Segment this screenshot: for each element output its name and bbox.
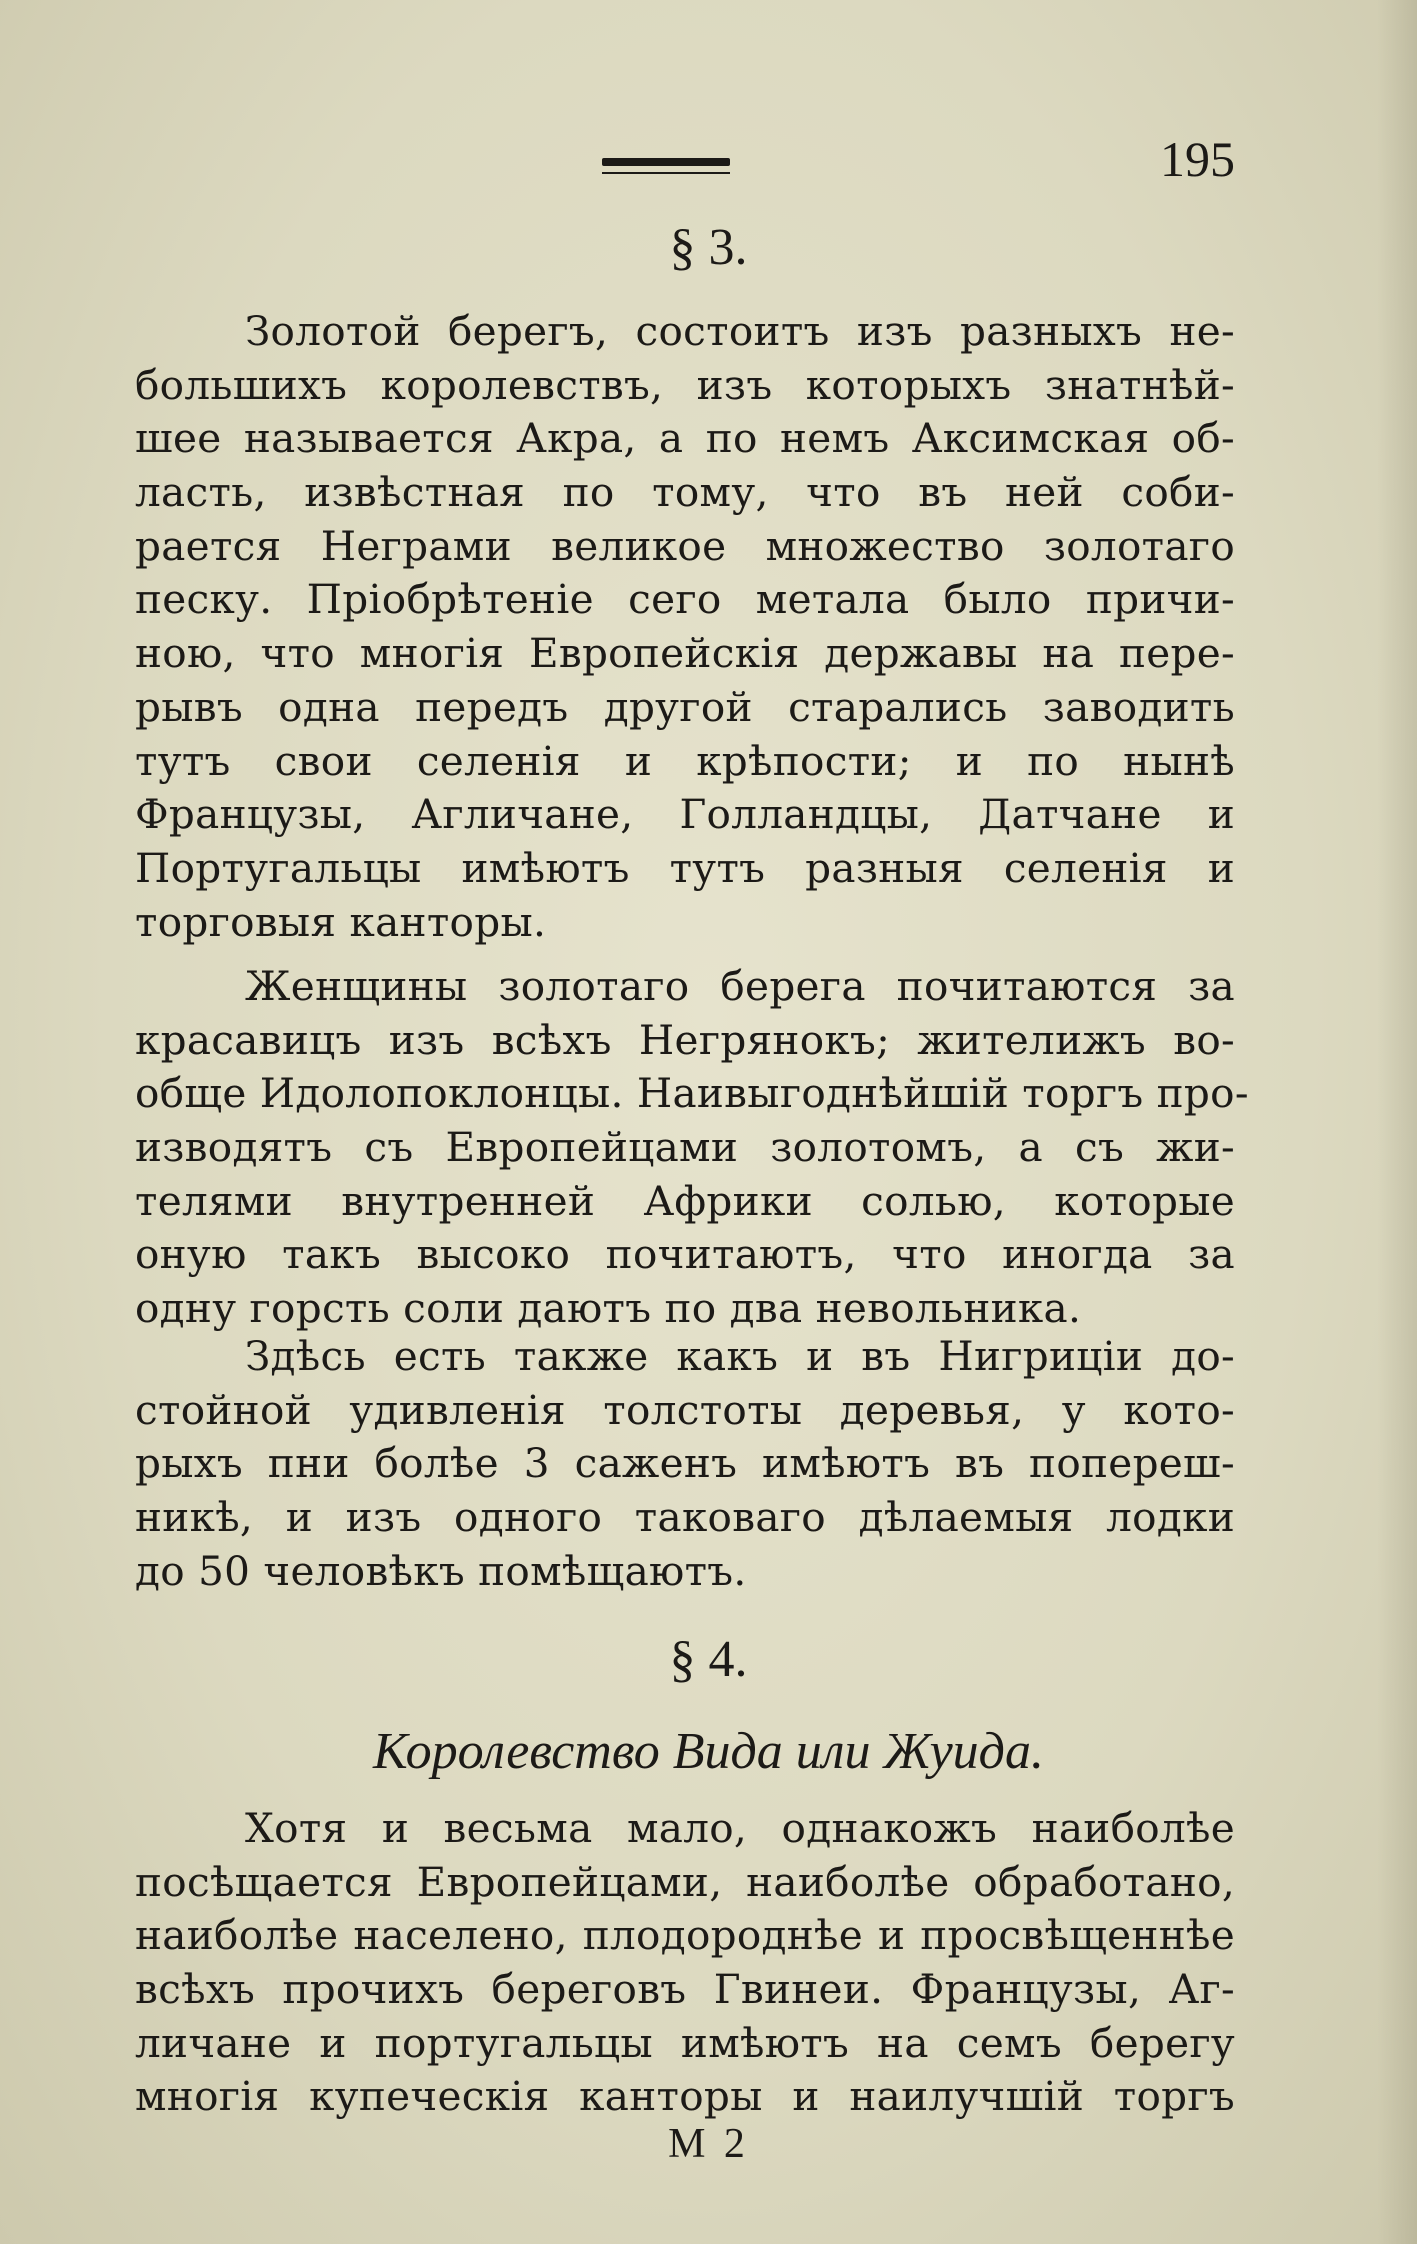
text-line: Французы, Агличане, Голландцы, Датчане и — [135, 790, 1235, 839]
text-line: изводятъ съ Европейцами золотомъ, а съ жи- — [135, 1123, 1235, 1172]
text-line: обще Идолопоклонцы. Наивыгоднѣйшій торгъ про- — [135, 1069, 1249, 1118]
text-line: большихъ королевствъ, изъ которыхъ знатнѣй- — [135, 360, 1235, 409]
text-line: Хотя и весьма мало, однакожъ наиболѣе — [245, 1804, 1235, 1852]
section-4-paragraph-1 — [135, 1802, 1235, 2124]
page-number: 195 — [1160, 131, 1235, 187]
section-3-paragraph-3 — [135, 1330, 1235, 1598]
text-line: красавицъ изъ всѣхъ Негрянокъ; жителижъ во- — [135, 1015, 1235, 1064]
text-line: шее называется Акра, а по немъ Аксимская об- — [135, 414, 1235, 463]
header-rule — [602, 158, 730, 174]
text-line: Золотой берегъ, состоитъ изъ разныхъ не- — [245, 307, 1235, 355]
text-line: песку. Пріобрѣтеніе сего метала было причи- — [135, 575, 1235, 624]
text-line: ною, что многія Европейскія державы на пере- — [135, 629, 1235, 678]
text-line: никѣ, и изъ одного таковаго дѣлаемыя лодки — [135, 1493, 1235, 1542]
text-line: рается Неграми великое множество золотаго — [135, 521, 1235, 570]
text-line: телями внутренней Африки солью, которые — [135, 1176, 1235, 1225]
text-line: рыхъ пни болѣе 3 саженъ имѣютъ въ попереш- — [135, 1439, 1235, 1488]
text-line: до 50 человѣкъ помѣщаютъ. — [135, 1546, 747, 1595]
text-line: оную такъ высоко почитаютъ, что иногда за — [135, 1230, 1235, 1279]
printer-signature-mark: M 2 — [668, 2121, 749, 2167]
section-3-paragraph-1 — [135, 305, 1235, 949]
section-3-paragraph-2 — [135, 960, 1249, 1336]
text-line: одну горсть соли даютъ по два невольника. — [135, 1284, 1082, 1333]
text-line: ласть, извѣстная по тому, что въ ней соби- — [135, 468, 1235, 517]
text-line: рывъ одна передъ другой старались заводить — [135, 682, 1235, 731]
text-line: всѣхъ прочихъ береговъ Гвинеи. Французы, Аг- — [135, 1965, 1235, 2014]
text-line: Здѣсь есть также какъ и въ Нигриціи до- — [245, 1332, 1235, 1380]
page-edge-shadow — [1377, 0, 1417, 2244]
text-line: посѣщается Европейцами, наиболѣе обработано, — [135, 1857, 1235, 1906]
text-line: тутъ свои селенія и крѣпости; и по нынѣ — [135, 736, 1235, 785]
text-line: Женщины золотаго берега почитаются за — [245, 962, 1235, 1010]
text-line: наиболѣе населено, плодороднѣе и просвѣщеннѣе — [135, 1911, 1235, 1960]
section-3-heading: § 3. — [669, 219, 748, 276]
section-4-subtitle: Королевство Вида или Жуида. — [373, 1723, 1044, 1780]
header-rule-thick — [602, 158, 730, 166]
text-line: личане и португальцы имѣютъ на семъ берегу — [135, 2018, 1235, 2067]
section-4-heading: § 4. — [669, 1631, 748, 1688]
text-line: Португальцы имѣютъ тутъ разныя селенія и — [135, 843, 1235, 892]
header-rule-thin — [602, 172, 730, 174]
text-line: стойной удивленія толстоты деревья, у кото- — [135, 1385, 1235, 1434]
text-line: торговыя канторы. — [135, 897, 547, 946]
text-line: многія купеческія канторы и наилучшій торгъ — [135, 2072, 1235, 2121]
